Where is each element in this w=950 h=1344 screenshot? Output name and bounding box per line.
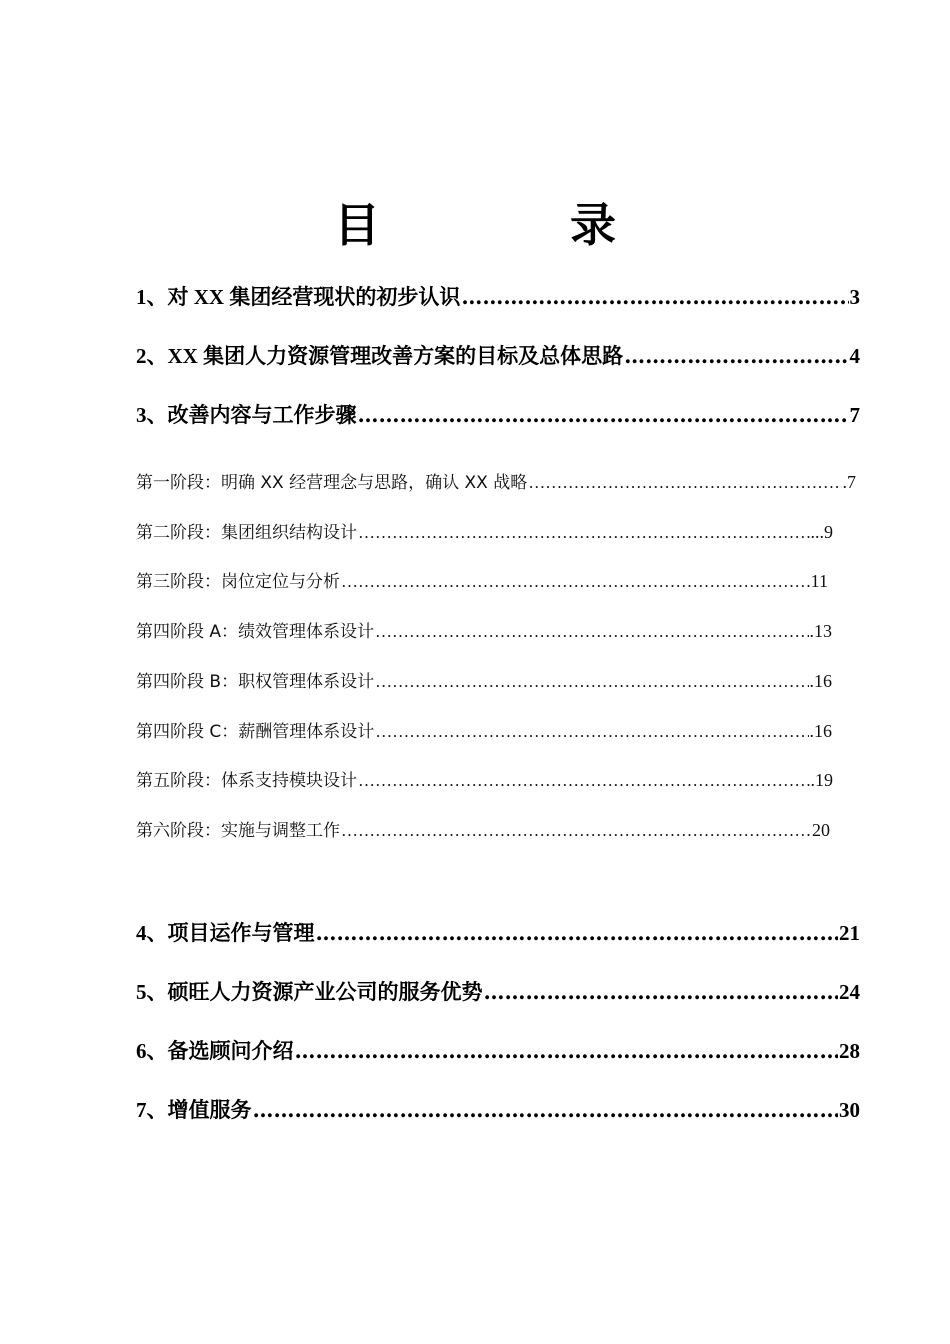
toc-subentry-label: 第四阶段 B：职权管理体系设计: [136, 672, 375, 692]
toc-subentry-label: 第三阶段：岗位定位与分析: [136, 572, 340, 592]
dot-leader: [295, 1036, 839, 1066]
toc-entry-label: 3、改善内容与工作步骤: [136, 403, 357, 427]
toc-subentry[interactable]: [136, 718, 832, 745]
toc-subentry[interactable]: [136, 618, 832, 645]
toc-entry-label: 4、项目运作与管理: [136, 921, 315, 945]
toc-page-number: 7: [849, 403, 860, 427]
toc-page-number: 28: [839, 1039, 860, 1063]
toc-page-number: 4: [849, 344, 860, 368]
toc-entry-label: 1、对 XX 集团经营现状的初步认识: [136, 285, 461, 309]
dot-leader: [461, 282, 848, 312]
toc-entry[interactable]: [136, 1036, 860, 1066]
toc-entry-label: 2、XX 集团人力资源管理改善方案的目标及总体思路: [136, 344, 624, 368]
toc-page-number: 30: [839, 1098, 860, 1122]
toc-entry[interactable]: [136, 1095, 860, 1125]
toc-page-number: 24: [839, 980, 860, 1004]
toc-subentry-label: 第二阶段：集团组织结构设计: [136, 523, 357, 543]
dot-leader: [528, 470, 841, 496]
dot-leader: [375, 719, 808, 745]
dot-leader: [375, 619, 808, 645]
toc-subentry-label: 第一阶段：明确 XX 经营理念与思路，确认 XX 战略: [136, 473, 528, 493]
toc-subentry-label: 第四阶段 A：绩效管理体系设计: [136, 622, 375, 642]
toc-entry-label: 7、增值服务: [136, 1098, 252, 1122]
toc-subentry-label: 第四阶段 C：薪酬管理体系设计: [136, 722, 375, 742]
toc-subentry[interactable]: [136, 469, 856, 496]
toc-entry[interactable]: [136, 918, 860, 948]
dot-leader: [375, 669, 808, 695]
toc-page-number: .16: [809, 671, 832, 691]
page-title: 目 录: [334, 198, 688, 252]
toc-subentry[interactable]: [136, 519, 833, 546]
toc-page-number: 21: [839, 921, 860, 945]
toc-page-number: .13: [809, 621, 832, 641]
toc-subentry[interactable]: [136, 767, 833, 794]
toc-page-number: 3: [849, 285, 860, 309]
toc-subentry[interactable]: [136, 817, 830, 844]
dot-leader: [358, 400, 849, 430]
dot-leader: [624, 341, 848, 371]
toc-page-number: ...9: [810, 522, 833, 542]
dot-leader: [316, 918, 839, 948]
dot-leader: [358, 768, 810, 794]
toc-page-number: .19: [810, 770, 833, 790]
toc-subentry[interactable]: [136, 568, 828, 595]
toc-page-number: .7: [842, 472, 856, 492]
toc-entry[interactable]: [136, 400, 860, 430]
dot-leader: [358, 520, 810, 546]
dot-leader: [341, 569, 810, 595]
toc-entry[interactable]: [136, 341, 860, 371]
toc-entry[interactable]: [136, 977, 860, 1007]
dot-leader: [341, 818, 811, 844]
dot-leader: [253, 1095, 839, 1125]
toc-entry-label: 6、备选顾问介绍: [136, 1039, 294, 1063]
toc-subentry-label: 第六阶段：实施与调整工作: [136, 821, 340, 841]
toc-page-number: 11: [810, 571, 828, 591]
toc-subentry[interactable]: [136, 668, 832, 695]
toc-entry[interactable]: [136, 282, 860, 312]
toc-page-number: .16: [809, 721, 832, 741]
dot-leader: [484, 977, 839, 1007]
toc-subentry-label: 第五阶段：体系支持模块设计: [136, 771, 357, 791]
toc-entry-label: 5、硕旺人力资源产业公司的服务优势: [136, 980, 483, 1004]
toc-page-number: 20: [812, 820, 830, 840]
